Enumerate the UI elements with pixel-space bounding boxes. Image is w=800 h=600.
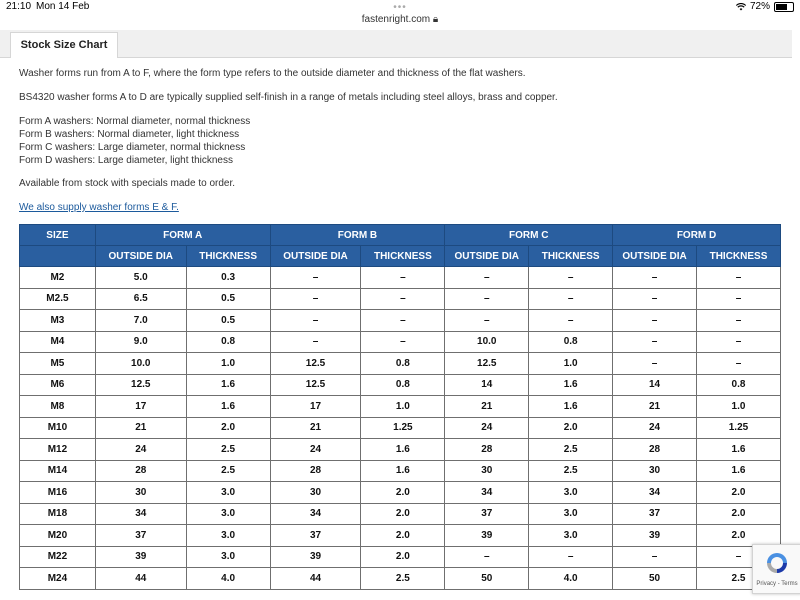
table-cell: – [529,310,613,332]
date: Mon 14 Feb [36,1,90,12]
size-cell: M12 [20,439,96,461]
table-cell: 50 [613,568,697,590]
table-cell: 12.5 [445,353,529,375]
recaptcha-badge[interactable] [752,544,800,594]
table-cell: – [696,267,780,289]
table-cell: 39 [270,546,361,568]
recaptcha-text[interactable]: Privacy - Terms [756,581,798,587]
table-cell: – [529,546,613,568]
table-cell: 37 [95,525,186,547]
table-cell: 12.5 [270,353,361,375]
table-cell: – [270,288,361,310]
intro-content [19,67,781,225]
table-cell: 12.5 [95,374,186,396]
size-cell: M10 [20,417,96,439]
table-group-header-row [20,225,781,246]
intro-paragraph-2: BS4320 washer forms A to D are typically supplied self-finish in a range of metals including steel alloys, brass and copper. [19,92,558,103]
table-row [20,353,781,375]
size-subheader-blank [20,246,96,267]
thickness-header: THICKNESS [361,246,445,267]
table-cell: 1.6 [529,374,613,396]
table-cell: 3.0 [186,503,270,525]
size-cell: M14 [20,460,96,482]
table-cell: – [270,310,361,332]
size-cell: M3 [20,310,96,332]
size-cell: M4 [20,331,96,353]
table-cell: 17 [270,396,361,418]
size-cell: M16 [20,482,96,504]
url-text: fastenright.com [361,14,431,25]
form-list-item: Form A washers: Normal diameter, normal thickness [19,116,251,127]
table-cell: – [529,288,613,310]
form-list-item: Form C washers: Large diameter, normal thickness [19,142,246,153]
table-row [20,310,781,332]
table-cell: – [613,331,697,353]
size-cell: M18 [20,503,96,525]
table-cell: 30 [445,460,529,482]
table-row [20,267,781,289]
table-cell: 2.5 [696,568,780,590]
table-cell: 3.0 [186,482,270,504]
table-cell: – [613,546,697,568]
table-cell: 1.0 [186,353,270,375]
table-row [20,460,781,482]
table-cell: – [361,267,445,289]
outside-dia-header: OUTSIDE DIA [613,246,697,267]
table-cell: 3.0 [186,546,270,568]
table-cell: 1.6 [186,396,270,418]
table-cell: 2.0 [361,482,445,504]
table-row [20,482,781,504]
table-cell: 2.5 [361,568,445,590]
table-cell: 28 [613,439,697,461]
table-cell: 0.8 [361,374,445,396]
table-cell: 24 [445,417,529,439]
table-cell: 2.0 [186,417,270,439]
url-bar[interactable] [0,14,800,25]
table-cell: 9.0 [95,331,186,353]
table-cell: 3.0 [186,525,270,547]
table-cell: – [696,546,780,568]
table-cell: 21 [95,417,186,439]
table-cell: 44 [95,568,186,590]
table-cell: 34 [95,503,186,525]
table-cell: 6.5 [95,288,186,310]
size-cell: M2 [20,267,96,289]
table-cell: 2.0 [361,503,445,525]
size-cell: M8 [20,396,96,418]
table-cell: 2.5 [186,460,270,482]
table-cell: 2.0 [361,525,445,547]
table-cell: 2.0 [696,525,780,547]
battery-percent: 72% [749,1,770,12]
table-cell: 2.5 [529,460,613,482]
table-row [20,288,781,310]
table-cell: 30 [613,460,697,482]
table-cell: 10.0 [95,353,186,375]
table-row [20,503,781,525]
table-cell: – [270,267,361,289]
table-cell: 7.0 [95,310,186,332]
table-cell: – [361,310,445,332]
table-cell: 1.6 [186,374,270,396]
table-cell: 1.6 [696,439,780,461]
size-cell: M20 [20,525,96,547]
table-cell: 37 [270,525,361,547]
table-cell: – [270,331,361,353]
table-cell: 39 [445,525,529,547]
table-cell: 37 [613,503,697,525]
size-cell: M5 [20,353,96,375]
table-cell: – [696,310,780,332]
form-list-item: Form B washers: Normal diameter, light thickness [19,129,240,140]
table-cell: 1.6 [529,396,613,418]
table-cell: 1.0 [696,396,780,418]
table-cell: 24 [270,439,361,461]
table-subheader-row [20,246,781,267]
stock-size-table [19,224,781,590]
thickness-header: THICKNESS [529,246,613,267]
outside-dia-header: OUTSIDE DIA [95,246,186,267]
table-cell: 4.0 [529,568,613,590]
table-cell: – [696,288,780,310]
table-cell: 30 [95,482,186,504]
table-row [20,374,781,396]
table-cell: 2.5 [186,439,270,461]
table-cell: 21 [270,417,361,439]
table-body [20,267,781,590]
table-cell: – [613,288,697,310]
tab-bar [0,30,792,58]
form-d-header: FORM D [613,225,781,246]
form-b-header: FORM B [270,225,445,246]
washer-forms-ef-link[interactable]: We also supply washer forms E & F. [19,202,179,213]
intro-paragraph-3: Available from stock with specials made to order. [19,178,236,189]
table-cell: 28 [95,460,186,482]
table-row [20,546,781,568]
table-cell: 2.0 [696,503,780,525]
table-cell: – [613,267,697,289]
table-cell: 3.0 [529,482,613,504]
table-cell: – [445,267,529,289]
table-cell: 0.8 [361,353,445,375]
thickness-header: THICKNESS [186,246,270,267]
table-cell: 10.0 [445,331,529,353]
outside-dia-header: OUTSIDE DIA [445,246,529,267]
table-cell: – [696,353,780,375]
table-cell: 34 [270,503,361,525]
table-cell: 1.6 [361,460,445,482]
table-row [20,525,781,547]
form-list-item: Form D washers: Large diameter, light thickness [19,155,233,166]
table-cell: 5.0 [95,267,186,289]
lock-icon: 🔒︎ [432,14,439,25]
table-cell: 50 [445,568,529,590]
table-cell: 1.25 [361,417,445,439]
table-cell: 44 [270,568,361,590]
table-cell: 17 [95,396,186,418]
table-cell: 1.0 [361,396,445,418]
table-cell: 0.3 [186,267,270,289]
tab-handle[interactable]: ••• [393,2,407,13]
form-list [19,115,781,167]
tab-stock-size-chart[interactable]: Stock Size Chart [10,32,118,58]
table-cell: 3.0 [529,503,613,525]
intro-paragraph-1: Washer forms run from A to F, where the form type refers to the outside diameter and thickness of the flat washers. [19,68,526,79]
table-row [20,417,781,439]
table-cell: 39 [95,546,186,568]
size-cell: M24 [20,568,96,590]
table-cell: 21 [613,396,697,418]
table-cell: – [613,310,697,332]
table-cell: 2.0 [529,417,613,439]
table-cell: 24 [95,439,186,461]
table-cell: – [696,331,780,353]
table-cell: 14 [445,374,529,396]
table-cell: – [529,267,613,289]
table-cell: 2.0 [696,482,780,504]
thickness-header: THICKNESS [696,246,780,267]
form-c-header: FORM C [445,225,613,246]
table-cell: 34 [613,482,697,504]
size-cell: M6 [20,374,96,396]
table-row [20,439,781,461]
table-cell: 0.8 [696,374,780,396]
table-cell: 1.25 [696,417,780,439]
table-cell: 37 [445,503,529,525]
table-cell: 0.8 [186,331,270,353]
table-row [20,331,781,353]
table-cell: 28 [445,439,529,461]
table-cell: 21 [445,396,529,418]
table-cell: 1.0 [529,353,613,375]
form-a-header: FORM A [95,225,270,246]
table-cell: 0.5 [186,310,270,332]
recaptcha-icon [765,551,789,575]
table-cell: 12.5 [270,374,361,396]
table-cell: 30 [270,482,361,504]
table-cell: 1.6 [696,460,780,482]
table-cell: – [445,288,529,310]
clock: 21:10 [6,1,32,12]
table-cell: – [361,331,445,353]
table-cell: 2.5 [529,439,613,461]
table-cell: 28 [270,460,361,482]
outside-dia-header: OUTSIDE DIA [270,246,361,267]
table-cell: – [361,288,445,310]
table-cell: – [445,546,529,568]
size-cell: M22 [20,546,96,568]
table-cell: – [613,353,697,375]
table-cell: 3.0 [529,525,613,547]
size-cell: M2.5 [20,288,96,310]
table-cell: 1.6 [361,439,445,461]
table-cell: – [445,310,529,332]
table-row [20,396,781,418]
size-header: SIZE [20,225,96,246]
table-cell: 2.0 [361,546,445,568]
table-cell: 24 [613,417,697,439]
table-cell: 14 [613,374,697,396]
table-cell: 0.8 [529,331,613,353]
table-cell: 39 [613,525,697,547]
table-cell: 4.0 [186,568,270,590]
table-cell: 0.5 [186,288,270,310]
table-cell: 34 [445,482,529,504]
table-row [20,568,781,590]
